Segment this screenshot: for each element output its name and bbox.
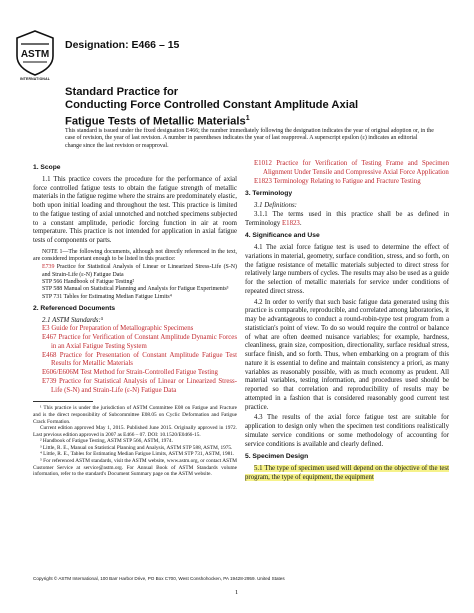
note-item: STP 588 Manual on Statistical Planning and Analysis for Fatigue Experiments³ (42, 286, 229, 293)
astm-logo (13, 30, 57, 82)
ref-item[interactable]: E1012 Practice for Verification of Testing Frame and Specimen Alignment Under Tensile and Compressive Axial Force Application (254, 160, 449, 176)
ref-link[interactable]: E1823 (281, 219, 300, 227)
title-line-1: Standard Practice for (65, 86, 179, 98)
footnote: ⁴ Little, R. E., Tables for Estimating Median Fatigue Limits, ASTM STP 731, ASTM, 1981. (40, 451, 235, 458)
astm-standards-subheading: 2.1 ASTM Standards:⁵ (42, 316, 104, 324)
ref-item[interactable]: E739 Practice for Statistical Analysis of Linear or Linearized Stress-Life (S-N) and Strain-Life (ε-N) Fatigue Data (42, 377, 237, 394)
significance-paragraph-1: 4.1 The axial force fatigue test is used to determine the effect of variations in material, geometry, surface condition, stress, and so forth, on the fatigue resistance of metallic materials subjected to direct stress for relatively large numbers of cycles. The results may also be used as a guide for the selection of metallic materials for service under conditions of repeated direct stress. (245, 244, 449, 295)
footnote: ¹ This practice is under the jurisdiction of ASTM Committee E08 on Fatigue and Fracture and is the direct responsibility of Subcommittee E08.05 on Cyclic Deformation and Fatigue Crack Formation. (33, 405, 237, 425)
left-column (33, 160, 237, 478)
footnote: Current edition approved May 1, 2015. Published June 2015. Originally approved in 1972. Last previous edition approved in 2007 as E466 – 07. DOI: 10.1520/E0466-15. (33, 425, 237, 438)
terminology-paragraph: 3.1.1 The terms used in this practice shall be as defined in Terminology E1823. (245, 210, 449, 227)
note-1: NOTE 1—The following documents, although not directly referenced in the text, are considered important enough to be listed in this practice: (33, 248, 237, 263)
footnote-divider (33, 401, 93, 402)
intro-statement: This standard is issued under the fixed designation E466; the number immediately following the designation indicates the year of original adoption or, in the case of revision, the year of last revision. A number in parentheses indicates the year of last reapproval. A superscript epsilon (ε) indicates an editorial change since the last revision or reapproval. (65, 128, 434, 149)
significance-paragraph-2: 4.2 In order to verify that such basic fatigue data generated using this practice is comparable, reproducible, and correlated among laboratories, it may be advantageous to conduct a round-robin-type test program from a statistician's point of view. To do so would require the control or balance of what are often deemed nuisance variables; for example, hardness, cleanliness, grain size, composition, directionality, surface residual stress, surface finish, and so forth. Thus, when embarking on a program of this nature it is essential to define and maintain consistency a priori, as many variables as reasonably possible, with as much economy as prudent. All material variables, testing information, and procedures used should be reported so that correlation and reproducibility of results may be attempted in a fashion that is considered reasonably good current test practice. (245, 298, 449, 411)
ref-link[interactable]: E739 (42, 264, 55, 271)
document-title (65, 86, 415, 129)
title-line-2: Conducting Force Controlled Constant Amplitude Axial (65, 99, 359, 111)
significance-heading: 4. Significance and Use (245, 232, 320, 240)
definitions-subheading: 3.1 Definitions: (254, 202, 297, 209)
referenced-documents-heading: 2. Referenced Documents (33, 304, 116, 312)
ref-item[interactable]: E3 Guide for Preparation of Metallographic Specimens (42, 325, 194, 333)
footnote: ² Handbook of Fatigue Testing, ASTM STP 566, ASTM, 1974. (40, 438, 173, 445)
ref-item[interactable]: E606/E606M Test Method for Strain-Controlled Fatigue Testing (42, 369, 218, 377)
note-item: STP 566 Handbook of Fatigue Testing² (42, 278, 135, 285)
right-column (245, 160, 449, 485)
specimen-paragraph: 5.1 The type of specimen used will depend on the objective of the test program, the type of equipment, the equipment (245, 465, 449, 481)
note-item: STP 731 Tables for Estimating Median Fatigue Limits⁴ (42, 293, 172, 300)
logo-caption: INTERNATIONAL (19, 77, 51, 81)
terminology-heading: 3. Terminology (245, 190, 293, 198)
ref-item[interactable]: E468 Practice for Presentation of Constant Amplitude Fatigue Test Results for Metallic Materials (42, 351, 237, 368)
ref-item[interactable]: E467 Practice for Verification of Constant Amplitude Dynamic Forces in an Axial Fatigue Testing System (42, 334, 237, 350)
designation: Designation: E466 – 15 (65, 39, 180, 51)
footnote: ⁵ For referenced ASTM standards, visit the ASTM website, www.astm.org, or contact ASTM Customer Service at service@astm.org. For Annual Book of ASTM Standards volume information, refer to the standard's Document Summary page on the ASTM website. (33, 458, 237, 478)
significance-paragraph-3: 4.3 The results of the axial force fatigue test are suitable for application to design only when the specimen test conditions realistically simulate service conditions or some methodology of accounting for service conditions is available and clearly defined. (245, 414, 449, 448)
page-number: 1 (235, 589, 239, 596)
title-line-3: Fatigue Tests of Metallic Materials$^1$ (65, 115, 250, 128)
ref-item[interactable]: E1823 Terminology Relating to Fatigue and Fracture Testing (254, 177, 421, 185)
note-item: E739 Practice for Statistical Analysis of Linear or Linearized Stress-Life (S-N) and Strain-Life (ε-N) Fatigue Data (42, 264, 237, 278)
svg-text:ASTM: ASTM (20, 49, 50, 60)
copyright-footer: Copyright © ASTM International, 100 Barr Harbor Drive, PO Box C700, West Conshohocken, PA 19428-2959. United States (33, 576, 285, 581)
footnote: ³ Little, R. E., Manual on Statistical Planning and Analysis, ASTM STP 588, ASTM, 1975. (40, 444, 233, 451)
astm-logo-icon (13, 30, 57, 76)
scope-paragraph: 1.1 This practice covers the procedure for the performance of axial force controlled fatigue tests to obtain the fatigue strength of metallic materials in the fatigue regime where the strains are predominately elastic, both upon initial loading and throughout the test. This practice is limited to the fatigue testing of axial unnotched and notched specimens subjected to a constant amplitude, periodic forcing function in air at room temperature. This practice is not intended for application in axial fatigue tests of components or parts. (33, 175, 237, 244)
specimen-design-heading: 5. Specimen Design (245, 453, 309, 461)
scope-heading: 1. Scope (33, 164, 61, 171)
